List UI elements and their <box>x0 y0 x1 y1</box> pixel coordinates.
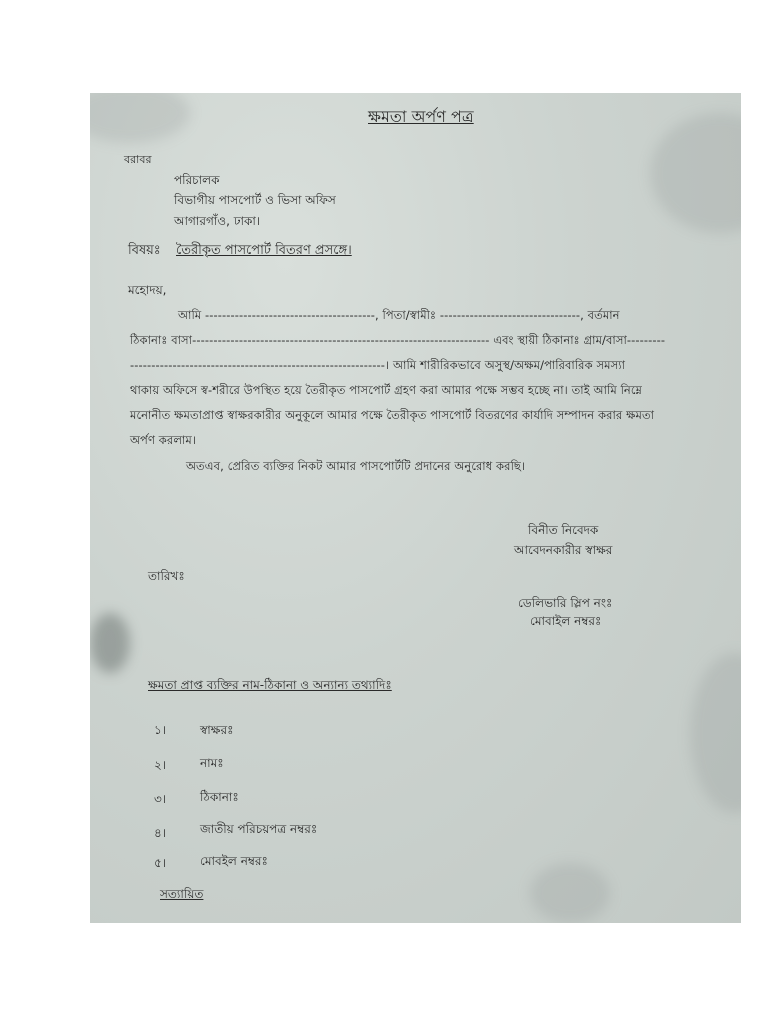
subject-label: বিষয়ঃ <box>128 243 161 258</box>
body-line-1: আমি ----------------------------------------, পিতা/স্বামীঃ ---------------------------------, বর্তমান <box>178 308 620 322</box>
item-3-label: ঠিকানাঃ <box>200 790 239 804</box>
item-4-label: জাতীয় পরিচয়পত্র নম্বরঃ <box>200 822 318 836</box>
body-line-5: মনোনীত ক্ষমতাপ্রাপ্ত স্বাক্ষরকারীর অনুকূলে আমার পক্ষে তৈরীকৃত পাসপোর্ট বিতরণের কার্যাদি সম্পাদন করার ক্ষমতা <box>130 408 655 422</box>
delivery-slip-label: ডেলিভারি স্লিপ নংঃ <box>518 596 613 610</box>
item-2-num: ২। <box>154 758 167 772</box>
subject-text: তৈরীকৃত পাসপোর্ট বিতরণ প্রসঙ্গে। <box>176 243 352 258</box>
item-1-num: ১। <box>154 723 167 737</box>
attested-label: সত্যায়িত <box>160 887 204 901</box>
to-line-2: বিভাগীয় পাসপোর্ট ও ভিসা অফিস <box>174 193 336 207</box>
body-line-2: ঠিকানাঃ বাসা---------------------------------------------------------------------- এবং স্থায়ী ঠিকানাঃ গ্রাম/বাসা--------- <box>130 333 666 347</box>
mobile-label: মোবাইল নম্বরঃ <box>530 614 602 628</box>
to-label: বরাবর <box>124 153 152 166</box>
item-5-label: মোবইল নম্বরঃ <box>200 854 268 868</box>
item-5-num: ৫। <box>154 856 167 870</box>
closing-line-2: আবেদনকারীর স্বাক্ষর <box>514 543 613 557</box>
item-1-label: স্বাক্ষরঃ <box>200 723 234 737</box>
authorized-heading: ক্ষমতা প্রাপ্ত ব্যক্তির নাম-ঠিকানা ও অন্যান্য তথ্যাদিঃ <box>148 678 392 692</box>
body-line-7: অতএব, প্রেরিত ব্যক্তির নিকট আমার পাসপোর্টটি প্রদানের অনুরোধ করছি। <box>186 459 526 473</box>
salutation: মহোদয়, <box>128 283 167 297</box>
shadow <box>530 863 610 923</box>
to-line-3: আগারগাঁও, ঢাকা। <box>174 214 261 228</box>
page-title: ক্ষমতা অর্পণ পত্র <box>368 107 474 126</box>
item-4-num: ৪। <box>154 826 167 840</box>
shadow <box>90 613 130 673</box>
item-2-label: নামঃ <box>200 756 224 770</box>
body-line-4: থাকায় অফিসে স্ব-শরীরে উপস্থিত হয়ে তৈরীকৃত পাসপোর্ট গ্রহণ করা আমার পক্ষে সম্ভব হচ্ছে না। তাই আমি নিম্নে <box>130 383 642 397</box>
to-line-1: পরিচালক <box>174 173 220 187</box>
body-line-6: অর্পণ করলাম। <box>130 433 197 447</box>
closing-line-1: বিনীত নিবেদক <box>528 523 599 537</box>
body-line-3: ------------------------------------------------------------। আমি শারীরিকভাবে অসুস্থ/অক্ষম/পারিবারিক সমস্যা <box>130 358 626 372</box>
item-3-num: ৩। <box>154 792 167 806</box>
shadow <box>90 93 190 143</box>
document-photo <box>90 93 741 923</box>
date-label: তারিখঃ <box>148 569 185 583</box>
shadow <box>690 653 741 813</box>
shadow <box>650 113 741 233</box>
